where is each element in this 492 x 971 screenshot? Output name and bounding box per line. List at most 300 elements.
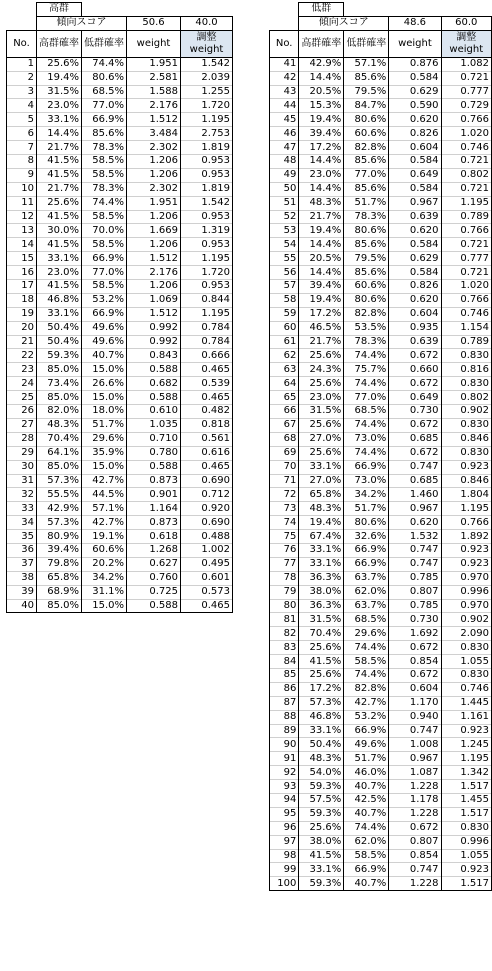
cell-weight: 0.590 [389,99,441,113]
cell-high-prob: 64.1% [37,446,82,460]
cell-low-prob: 80.6% [344,113,389,127]
cell-adjusted-weight: 0.601 [181,571,233,585]
cell-high-prob: 27.0% [299,474,344,488]
cell-adjusted-weight: 0.766 [441,293,491,307]
cell-adjusted-weight: 0.721 [441,71,491,85]
cell-weight: 0.584 [389,238,441,252]
table-row [270,877,492,891]
cell-weight: 0.901 [127,488,181,502]
cell-high-prob: 25.6% [299,821,344,835]
cell-no: 2 [7,71,37,85]
table-row [7,502,233,516]
table-row [7,293,233,307]
table-row [7,405,233,419]
cell-adjusted-weight: 1.445 [441,696,491,710]
cell-weight: 0.672 [389,641,441,655]
cell-high-prob: 85.0% [37,391,82,405]
table-row [270,766,492,780]
table-row [270,835,492,849]
cell-adjusted-weight: 0.666 [181,349,233,363]
cell-weight: 1.069 [127,293,181,307]
cell-adjusted-weight: 1.195 [181,252,233,266]
cell-no: 44 [270,99,299,113]
cell-no: 40 [7,599,37,613]
cell-high-prob: 19.4% [299,224,344,238]
cell-low-prob: 78.3% [344,210,389,224]
cell-no: 71 [270,474,299,488]
table-row [7,307,233,321]
cell-no: 15 [7,252,37,266]
cell-high-prob: 19.4% [299,113,344,127]
cell-no: 38 [7,571,37,585]
cell-low-prob: 58.5% [82,168,127,182]
cell-high-prob: 23.0% [37,266,82,280]
cell-adjusted-weight: 0.616 [181,446,233,460]
cell-no: 80 [270,599,299,613]
cell-no: 94 [270,793,299,807]
table-row [270,349,492,363]
cell-high-prob: 46.5% [299,321,344,335]
cell-high-prob: 38.0% [299,585,344,599]
cell-no: 75 [270,530,299,544]
cell-low-prob: 85.6% [82,127,127,141]
cell-high-prob: 23.0% [299,391,344,405]
cell-high-prob: 41.5% [37,238,82,252]
cell-low-prob: 58.5% [82,280,127,294]
table-row [270,321,492,335]
cell-adjusted-weight: 0.923 [441,543,491,557]
cell-low-prob: 15.0% [82,363,127,377]
table-row [270,502,492,516]
cell-low-prob: 66.9% [344,863,389,877]
cell-high-prob: 70.4% [299,627,344,641]
cell-low-prob: 40.7% [344,807,389,821]
cell-weight: 2.302 [127,182,181,196]
cell-low-prob: 66.9% [344,724,389,738]
cell-low-prob: 78.3% [82,182,127,196]
cell-low-prob: 18.0% [82,405,127,419]
cell-adjusted-weight: 0.846 [441,474,491,488]
cell-low-prob: 51.7% [344,502,389,516]
cell-adjusted-weight: 0.953 [181,210,233,224]
cell-weight: 0.730 [389,613,441,627]
cell-weight: 2.302 [127,141,181,155]
cell-low-prob: 80.6% [344,293,389,307]
cell-no: 66 [270,405,299,419]
cell-low-prob: 40.7% [344,877,389,891]
cell-weight: 0.747 [389,543,441,557]
cell-low-prob: 51.7% [82,418,127,432]
cell-weight: 1.512 [127,113,181,127]
cell-no: 59 [270,307,299,321]
cell-adjusted-weight: 1.542 [181,57,233,71]
column-header-weight: weight [389,30,441,57]
table-row [270,182,492,196]
table-row [270,418,492,432]
cell-no: 87 [270,696,299,710]
cell-high-prob: 25.6% [299,418,344,432]
cell-low-prob: 74.4% [344,668,389,682]
cell-low-prob: 49.6% [82,321,127,335]
table-row [7,141,233,155]
cell-no: 69 [270,446,299,460]
cell-low-prob: 70.0% [82,224,127,238]
cell-no: 33 [7,502,37,516]
table-row [270,71,492,85]
cell-no: 64 [270,377,299,391]
cell-high-prob: 59.3% [37,349,82,363]
cell-high-prob: 50.4% [299,738,344,752]
table-row [7,224,233,238]
cell-adjusted-weight: 0.923 [441,863,491,877]
cell-high-prob: 14.4% [299,266,344,280]
table-row [7,446,233,460]
cell-high-prob: 19.4% [37,71,82,85]
cell-no: 55 [270,252,299,266]
cell-no: 8 [7,155,37,169]
cell-weight: 0.620 [389,113,441,127]
cell-low-prob: 79.5% [344,252,389,266]
cell-low-prob: 34.2% [344,488,389,502]
cell-weight: 2.581 [127,71,181,85]
cell-low-prob: 53.5% [344,321,389,335]
cell-low-prob: 19.1% [82,530,127,544]
cell-weight: 0.584 [389,266,441,280]
cell-low-prob: 42.7% [82,474,127,488]
cell-weight: 2.176 [127,266,181,280]
table-row [270,474,492,488]
cell-no: 98 [270,849,299,863]
table-row [7,391,233,405]
table-row [7,252,233,266]
cell-high-prob: 14.4% [299,238,344,252]
cell-adjusted-weight: 0.789 [441,335,491,349]
cell-no: 32 [7,488,37,502]
table-row [270,710,492,724]
column-header-no: No. [7,30,37,57]
cell-weight: 0.785 [389,571,441,585]
table-row [7,335,233,349]
cell-no: 90 [270,738,299,752]
cell-low-prob: 15.0% [82,460,127,474]
cell-adjusted-weight: 0.465 [181,391,233,405]
cell-weight: 0.682 [127,377,181,391]
cell-low-prob: 58.5% [82,155,127,169]
table-row [270,307,492,321]
table-row [7,516,233,530]
cell-adjusted-weight: 0.953 [181,280,233,294]
cell-weight: 2.176 [127,99,181,113]
column-header-low-prob: 低群確率 [344,30,389,57]
table-row [270,127,492,141]
table-row [270,530,492,544]
cell-weight: 0.629 [389,85,441,99]
cell-high-prob: 41.5% [299,655,344,669]
cell-adjusted-weight: 1.804 [441,488,491,502]
cell-no: 78 [270,571,299,585]
table-row [270,432,492,446]
cell-low-prob: 51.7% [344,752,389,766]
cell-low-prob: 85.6% [344,182,389,196]
cell-adjusted-weight: 0.830 [441,641,491,655]
cell-no: 62 [270,349,299,363]
cell-low-prob: 77.0% [344,391,389,405]
cell-adjusted-weight: 1.342 [441,766,491,780]
cell-adjusted-weight: 0.902 [441,613,491,627]
cell-high-prob: 14.4% [299,182,344,196]
cell-weight: 1.951 [127,196,181,210]
cell-high-prob: 25.6% [37,196,82,210]
cell-adjusted-weight: 0.561 [181,432,233,446]
table-row [7,599,233,613]
cell-no: 61 [270,335,299,349]
table-row [270,238,492,252]
cell-adjusted-weight: 1.195 [441,196,491,210]
cell-weight: 0.588 [127,391,181,405]
cell-low-prob: 80.6% [344,224,389,238]
cell-adjusted-weight: 1.819 [181,182,233,196]
cell-weight: 0.992 [127,335,181,349]
cell-no: 43 [270,85,299,99]
cell-adjusted-weight: 1.195 [441,502,491,516]
cell-adjusted-weight: 0.729 [441,99,491,113]
cell-adjusted-weight: 0.721 [441,266,491,280]
cell-adjusted-weight: 1.819 [181,141,233,155]
cell-high-prob: 39.4% [37,543,82,557]
cell-no: 36 [7,543,37,557]
table-row [270,460,492,474]
cell-no: 97 [270,835,299,849]
cell-high-prob: 25.6% [299,377,344,391]
cell-adjusted-weight: 0.690 [181,474,233,488]
cell-no: 56 [270,266,299,280]
cell-weight: 0.627 [127,557,181,571]
cell-adjusted-weight: 2.039 [181,71,233,85]
cell-low-prob: 85.6% [344,238,389,252]
cell-adjusted-weight: 0.970 [441,571,491,585]
column-header-high-prob: 高群確率 [299,30,344,57]
table-row [7,71,233,85]
cell-low-prob: 73.0% [344,474,389,488]
cell-no: 47 [270,141,299,155]
cell-low-prob: 77.0% [82,266,127,280]
cell-no: 16 [7,266,37,280]
cell-low-prob: 58.5% [82,210,127,224]
cell-adjusted-weight: 0.495 [181,557,233,571]
cell-high-prob: 31.5% [299,613,344,627]
cell-low-prob: 78.3% [344,335,389,349]
score-weight-value: 48.6 [389,16,441,30]
cell-weight: 0.618 [127,530,181,544]
table-row [270,252,492,266]
cell-high-prob: 25.6% [299,641,344,655]
cell-adjusted-weight: 1.720 [181,266,233,280]
cell-weight: 1.164 [127,502,181,516]
cell-no: 21 [7,335,37,349]
cell-weight: 0.843 [127,349,181,363]
table-row [270,752,492,766]
cell-low-prob: 60.6% [344,280,389,294]
cell-weight: 1.669 [127,224,181,238]
cell-low-prob: 58.5% [344,849,389,863]
table-row [270,446,492,460]
group-label: 高群 [37,3,82,17]
cell-adjusted-weight: 0.953 [181,155,233,169]
cell-low-prob: 74.4% [82,57,127,71]
table-row [270,543,492,557]
cell-low-prob: 42.7% [344,696,389,710]
cell-high-prob: 41.5% [37,280,82,294]
table-row [270,196,492,210]
table-row [270,599,492,613]
cell-high-prob: 17.2% [299,307,344,321]
cell-weight: 0.639 [389,335,441,349]
cell-high-prob: 23.0% [299,168,344,182]
cell-high-prob: 33.1% [37,252,82,266]
cell-no: 13 [7,224,37,238]
cell-weight: 0.747 [389,460,441,474]
cell-low-prob: 42.5% [344,793,389,807]
cell-adjusted-weight: 0.784 [181,321,233,335]
cell-no: 12 [7,210,37,224]
cell-no: 30 [7,460,37,474]
cell-no: 76 [270,543,299,557]
cell-no: 79 [270,585,299,599]
cell-no: 35 [7,530,37,544]
cell-no: 46 [270,127,299,141]
cell-no: 82 [270,627,299,641]
table-row [7,238,233,252]
cell-high-prob: 36.3% [299,599,344,613]
cell-no: 100 [270,877,299,891]
cell-weight: 1.206 [127,238,181,252]
cell-high-prob: 21.7% [299,335,344,349]
cell-high-prob: 19.4% [299,516,344,530]
cell-low-prob: 85.6% [344,266,389,280]
table-row [270,335,492,349]
cell-no: 53 [270,224,299,238]
cell-weight: 1.588 [127,85,181,99]
cell-no: 91 [270,752,299,766]
cell-high-prob: 25.6% [299,446,344,460]
cell-low-prob: 85.6% [344,71,389,85]
table-row [7,557,233,571]
cell-no: 31 [7,474,37,488]
cell-weight: 1.692 [389,627,441,641]
cell-high-prob: 48.3% [299,502,344,516]
cell-adjusted-weight: 0.784 [181,335,233,349]
cell-no: 72 [270,488,299,502]
cell-weight: 0.854 [389,849,441,863]
cell-high-prob: 85.0% [37,460,82,474]
cell-low-prob: 32.6% [344,530,389,544]
table-row [270,293,492,307]
table-row [7,280,233,294]
cell-adjusted-weight: 0.920 [181,502,233,516]
cell-no: 37 [7,557,37,571]
cell-high-prob: 24.3% [299,363,344,377]
cell-low-prob: 80.6% [344,516,389,530]
cell-high-prob: 59.3% [299,780,344,794]
cell-no: 51 [270,196,299,210]
cell-high-prob: 20.5% [299,252,344,266]
cell-low-prob: 46.0% [344,766,389,780]
table-row [7,210,233,224]
cell-low-prob: 74.4% [344,349,389,363]
table-row [270,780,492,794]
table-row [270,141,492,155]
cell-no: 41 [270,57,299,71]
cell-high-prob: 23.0% [37,99,82,113]
cell-weight: 1.951 [127,57,181,71]
cell-weight: 1.206 [127,280,181,294]
cell-no: 22 [7,349,37,363]
cell-adjusted-weight: 0.923 [441,724,491,738]
cell-high-prob: 20.5% [299,85,344,99]
cell-weight: 0.854 [389,655,441,669]
cell-adjusted-weight: 1.195 [181,113,233,127]
table-row [7,85,233,99]
cell-low-prob: 84.7% [344,99,389,113]
cell-adjusted-weight: 0.488 [181,530,233,544]
cell-high-prob: 57.3% [37,474,82,488]
cell-adjusted-weight: 1.195 [441,752,491,766]
cell-weight: 0.747 [389,557,441,571]
cell-low-prob: 15.0% [82,599,127,613]
cell-adjusted-weight: 0.721 [441,182,491,196]
cell-high-prob: 85.0% [37,599,82,613]
cell-adjusted-weight: 0.830 [441,668,491,682]
cell-no: 17 [7,280,37,294]
table-row [270,627,492,641]
cell-weight: 1.008 [389,738,441,752]
high-group-table [6,2,233,613]
cell-weight: 0.940 [389,710,441,724]
table-row [7,127,233,141]
cell-weight: 0.967 [389,752,441,766]
table-row [7,474,233,488]
column-header-weight: weight [127,30,181,57]
high-group-block [6,2,233,613]
cell-no: 50 [270,182,299,196]
cell-low-prob: 31.1% [82,585,127,599]
cell-high-prob: 41.5% [37,168,82,182]
cell-high-prob: 82.0% [37,405,82,419]
cell-low-prob: 82.8% [344,682,389,696]
cell-weight: 0.660 [389,363,441,377]
cell-weight: 1.268 [127,543,181,557]
cell-high-prob: 36.3% [299,571,344,585]
cell-weight: 0.639 [389,210,441,224]
column-header-high-prob: 高群確率 [37,30,82,57]
cell-high-prob: 57.3% [37,516,82,530]
cell-no: 67 [270,418,299,432]
cell-no: 60 [270,321,299,335]
cell-adjusted-weight: 1.055 [441,655,491,669]
table-row [270,613,492,627]
cell-no: 10 [7,182,37,196]
table-row [270,363,492,377]
cell-no: 86 [270,682,299,696]
cell-weight: 1.228 [389,780,441,794]
cell-weight: 0.807 [389,835,441,849]
cell-adjusted-weight: 0.830 [441,377,491,391]
table-row [7,266,233,280]
table-row [270,807,492,821]
cell-adjusted-weight: 1.002 [181,543,233,557]
cell-no: 27 [7,418,37,432]
cell-low-prob: 82.8% [344,141,389,155]
